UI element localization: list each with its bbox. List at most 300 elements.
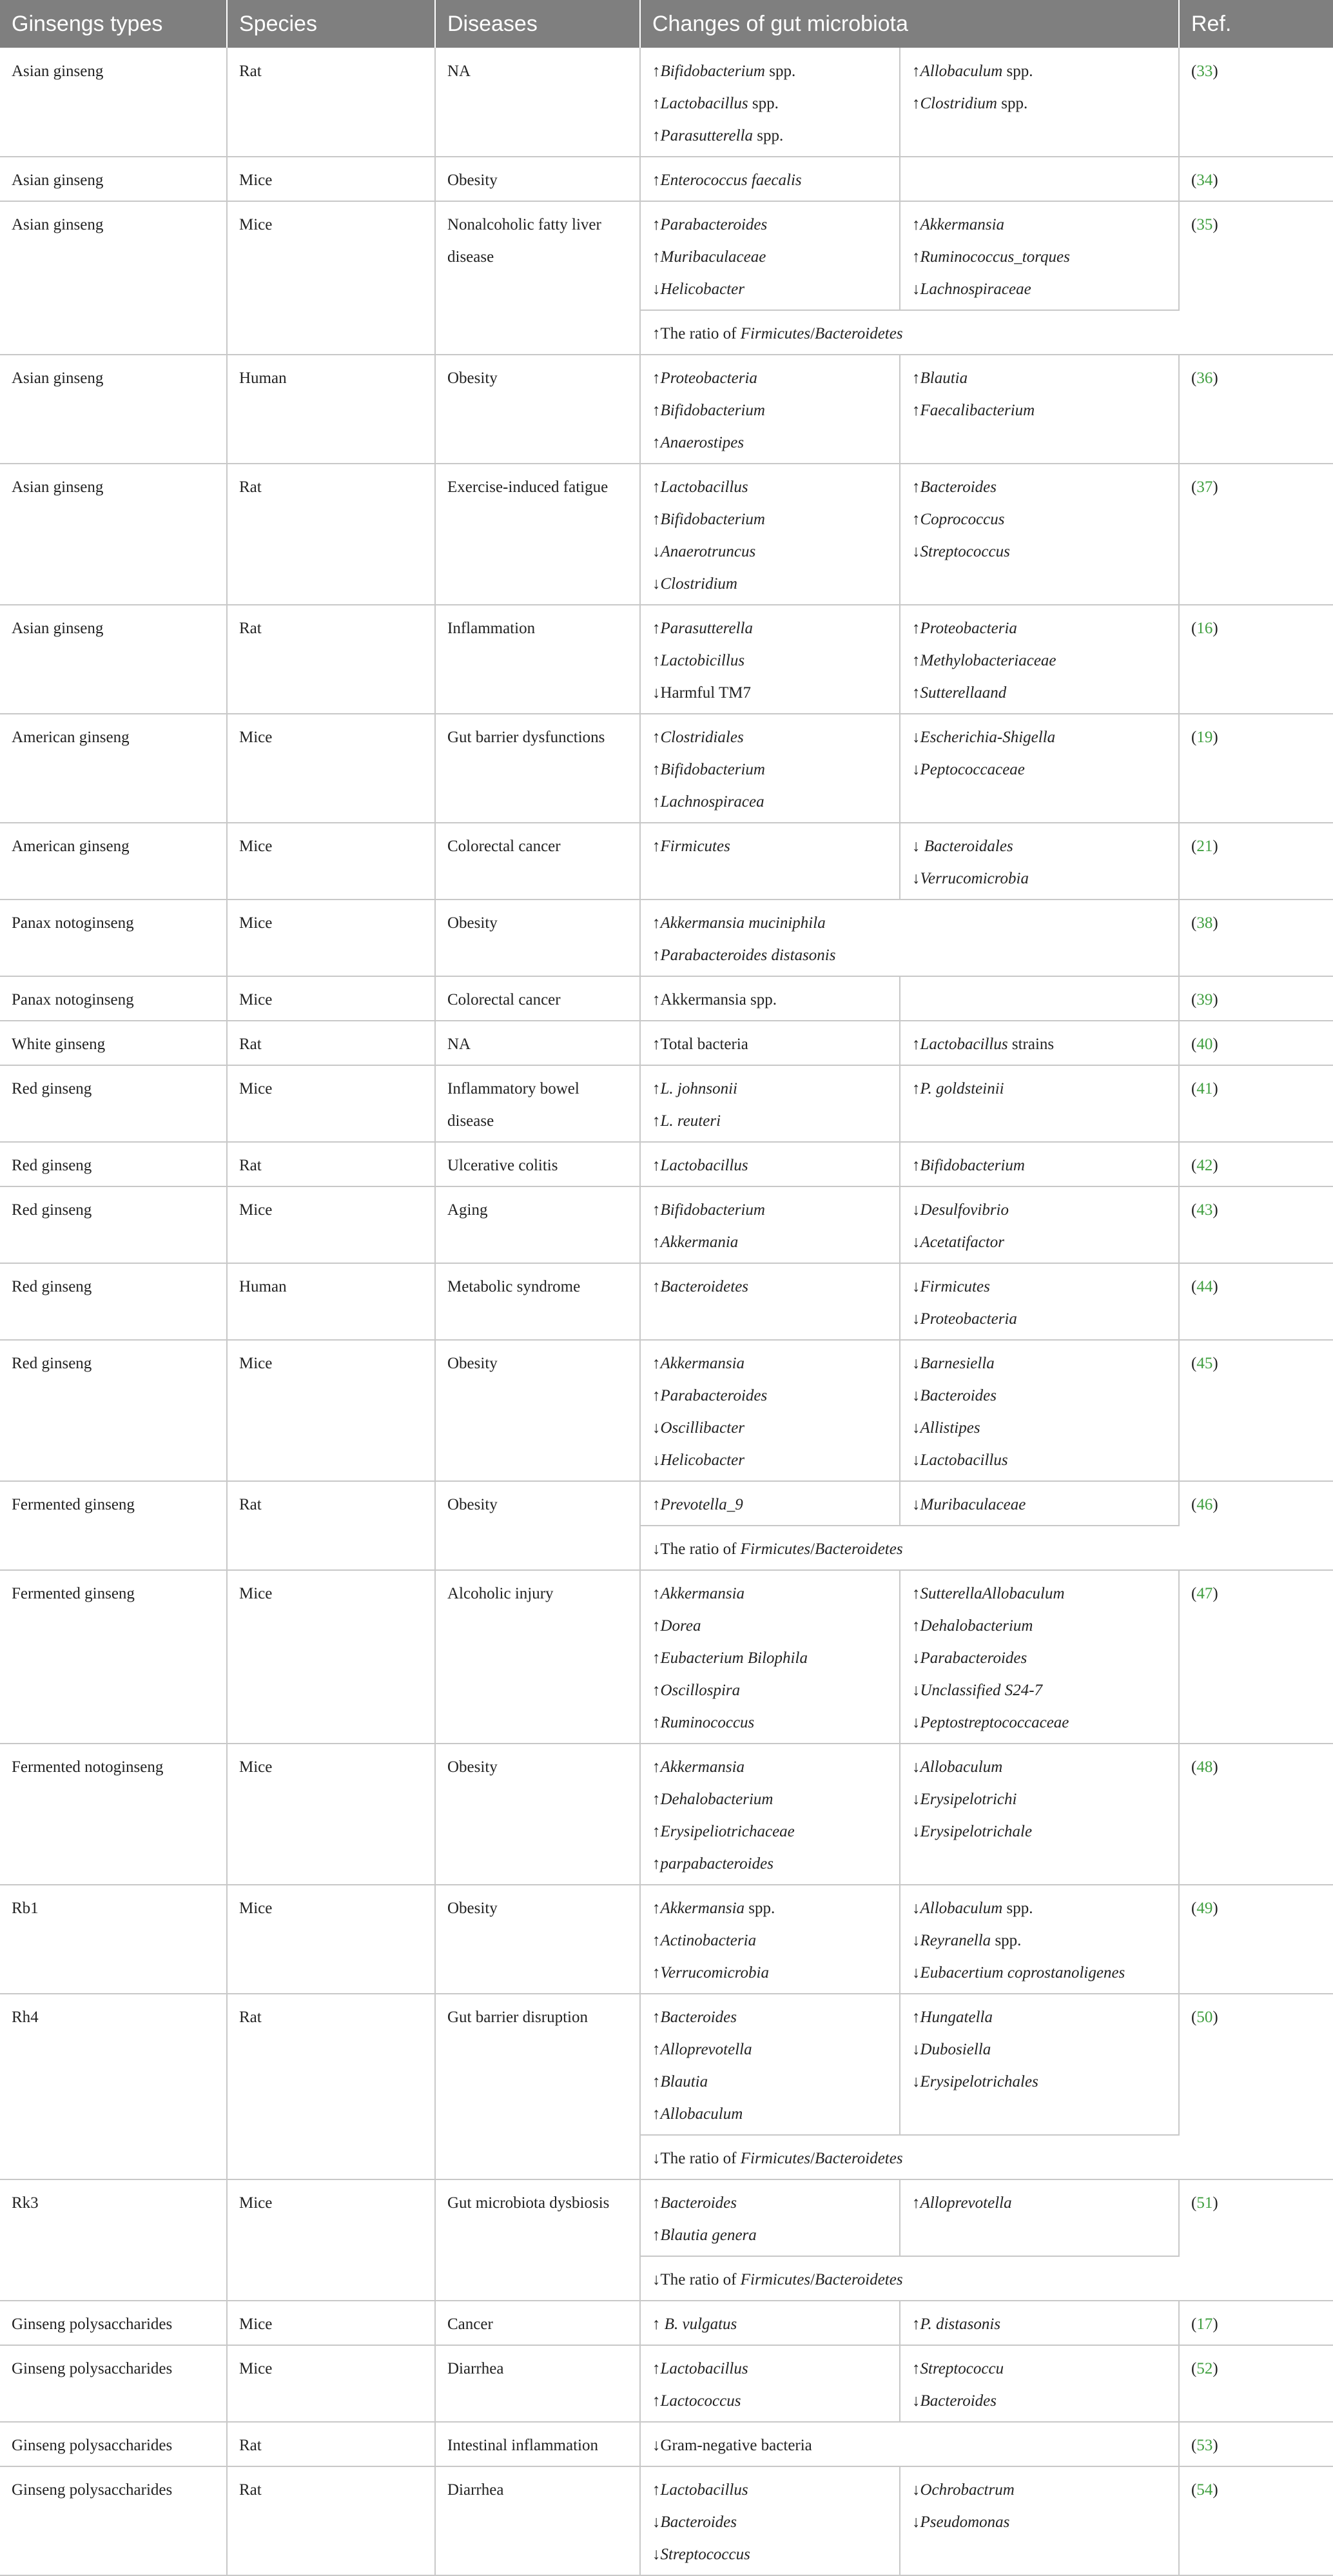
microbiota-change: ↑Coprococcus [912,511,1005,528]
microbiota-change-left-cell [640,1340,900,1481]
microbiota-change-right-cell [900,1263,1179,1340]
microbiota-change: ↑Prevotella_9 [652,1496,743,1513]
microbiota-change-left-cell [640,1263,900,1340]
microbiota-change: ↑Lactococcus [652,2392,741,2410]
table-row [0,355,1333,464]
microbiota-change: ↓Gram-negative bacteria [652,2437,812,2454]
microbiota-change: ↓Firmicutes [912,1278,990,1295]
microbiota-change: ↓Dubosiella [912,2041,991,2058]
reference-link[interactable]: 47 [1196,1585,1213,1602]
species-cell: Mice [227,900,435,976]
microbiota-change: ↓The ratio of Firmicutes/Bacteroidetes [652,1540,903,1558]
ginseng-type-cell: Red ginseng [0,1142,227,1186]
microbiota-change-right-cell [900,464,1179,605]
species-cell: Mice [227,2345,435,2422]
microbiota-change: ↑Lactobicillus [652,652,745,669]
table-row [0,714,1333,823]
microbiota-ratio-cell [640,1526,1179,1570]
reference-link[interactable]: 53 [1196,2437,1213,2454]
species-cell: Mice [227,2301,435,2345]
ginseng-type-cell: Ginseng polysaccharides [0,2466,227,2575]
microbiota-change: ↓Erysipelotrichi [912,1791,1017,1808]
table-row [0,2179,1333,2256]
microbiota-change-right-cell [900,714,1179,823]
ginseng-type-cell: Rh4 [0,1994,227,2179]
table-row [0,2422,1333,2466]
reference-link[interactable]: 21 [1196,838,1213,855]
microbiota-change: ↑Alloprevotella [912,2194,1012,2212]
microbiota-change: ↓The ratio of Firmicutes/Bacteroidetes [652,2150,903,2167]
microbiota-change: ↓Lachnospiraceae [912,280,1031,298]
microbiota-change: ↓Helicobacter [652,280,745,298]
microbiota-change: ↓Muribaculaceae [912,1496,1026,1513]
disease-cell: Obesity [435,355,640,464]
disease-cell: Nonalcoholic fatty liver disease [435,201,640,355]
microbiota-change: ↑Lactobacillus [652,2481,748,2499]
table-body [0,48,1333,2575]
table-row [0,2301,1333,2345]
ref-cell: (49) [1179,1885,1333,1994]
microbiota-ratio-cell [640,2135,1179,2179]
species-cell: Mice [227,976,435,1021]
reference-link[interactable]: 50 [1196,2009,1213,2026]
microbiota-change: ↑Proteobacteria [652,369,757,387]
ref-cell: (51) [1179,2179,1333,2301]
microbiota-change: ↑Akkermansia spp. [652,991,777,1008]
species-cell: Mice [227,1186,435,1263]
species-cell: Mice [227,201,435,355]
microbiota-change: ↑ B. vulgatus [652,2315,737,2333]
header-diseases: Diseases [435,0,640,48]
table-row [0,157,1333,201]
reference-link[interactable]: 37 [1196,478,1213,496]
species-cell: Rat [227,1142,435,1186]
microbiota-change: ↑Dehalobacterium [652,1791,774,1808]
microbiota-change-right-cell [900,1186,1179,1263]
disease-cell: Gut barrier dysfunctions [435,714,640,823]
microbiota-change: ↑Clostridiales [652,729,744,746]
microbiota-change: ↓Erysipelotrichale [912,1823,1033,1840]
microbiota-change: ↓Streptococcus [652,2546,750,2563]
microbiota-change: ↓Allobaculum spp. [912,1900,1033,1917]
microbiota-change: ↓Streptococcus [912,543,1010,560]
table-row [0,1570,1333,1744]
ref-cell: (16) [1179,605,1333,714]
ref-cell: (19) [1179,714,1333,823]
table-row [0,1994,1333,2135]
microbiota-change: ↑Bifidobacterium [912,1157,1025,1174]
reference-link[interactable]: 36 [1196,369,1213,387]
ginseng-type-cell: Fermented ginseng [0,1570,227,1744]
reference-link[interactable]: 45 [1196,1355,1213,1372]
microbiota-change-right-cell [900,157,1179,201]
microbiota-change: ↑Lactobacillus [652,478,748,496]
microbiota-change-right-cell [900,2466,1179,2575]
table-row [0,1885,1333,1994]
disease-cell: Inflammatory bowel disease [435,1065,640,1142]
microbiota-change-right-cell [900,2301,1179,2345]
microbiota-change: ↓Desulfovibrio [912,1201,1009,1219]
disease-cell: Gut microbiota dysbiosis [435,2179,640,2301]
microbiota-change-left-cell [640,1994,900,2135]
microbiota-change-right-cell [900,823,1179,900]
disease-cell: NA [435,48,640,157]
reference-link[interactable]: 40 [1196,1036,1213,1053]
microbiota-change-right-cell [900,1481,1179,1526]
species-cell: Mice [227,1570,435,1744]
microbiota-change: ↓Parabacteroides [912,1649,1027,1667]
microbiota-change: ↑L. johnsonii [652,1080,737,1097]
ref-cell: (34) [1179,157,1333,201]
microbiota-change-left-cell [640,157,900,201]
ginseng-type-cell: White ginseng [0,1021,227,1065]
header-ref: Ref. [1179,0,1333,48]
species-cell: Mice [227,823,435,900]
header-ginseng-type: Ginsengs types [0,0,227,48]
ref-cell: (46) [1179,1481,1333,1570]
species-cell: Mice [227,2179,435,2301]
microbiota-change-right-cell [900,1885,1179,1994]
ginseng-type-cell: Asian ginseng [0,157,227,201]
microbiota-change-left-cell [640,2466,900,2575]
microbiota-change: ↓Allobaculum [912,1758,1003,1776]
microbiota-change: ↑Alloprevotella [652,2041,752,2058]
microbiota-change: ↑Parabacteroides [652,1387,768,1404]
reference-link[interactable]: 39 [1196,991,1213,1008]
microbiota-change: ↑Bifidobacterium [652,1201,765,1219]
microbiota-change: ↑Enterococcus faecalis [652,172,802,189]
ginseng-type-cell: Panax notoginseng [0,900,227,976]
ref-cell: (45) [1179,1340,1333,1481]
header-species: Species [227,0,435,48]
table-row [0,1263,1333,1340]
microbiota-change: ↓Eubacertium coprostanoligenes [912,1964,1125,1981]
ref-cell: (38) [1179,900,1333,976]
reference-link[interactable]: 48 [1196,1758,1213,1776]
microbiota-change-left-cell [640,355,900,464]
species-cell: Mice [227,1340,435,1481]
microbiota-change: ↑Ruminococcus_torques [912,248,1070,266]
microbiota-change: ↑Bifidobacterium [652,402,765,419]
species-cell: Human [227,1263,435,1340]
table-row [0,48,1333,157]
microbiota-change: ↓Proteobacteria [912,1310,1017,1328]
microbiota-change: ↑Faecalibacterium [912,402,1035,419]
table-row [0,823,1333,900]
reference-link[interactable]: 33 [1196,63,1213,80]
microbiota-change: ↑Allobaculum [652,2105,743,2123]
reference-link[interactable]: 52 [1196,2360,1213,2377]
ref-cell: (36) [1179,355,1333,464]
microbiota-change: ↑Blautia [912,369,968,387]
ginseng-type-cell: American ginseng [0,823,227,900]
reference-link[interactable]: 49 [1196,1900,1213,1917]
microbiota-change: ↓Ochrobactrum [912,2481,1015,2499]
microbiota-change: ↑Lactobacillus spp. [652,95,779,112]
microbiota-change-left-cell [640,714,900,823]
microbiota-change: ↓Harmful TM7 [652,684,751,702]
microbiota-change: ↑Lactobacillus strains [912,1036,1055,1053]
reference-link[interactable]: 17 [1196,2315,1213,2333]
disease-cell: Gut barrier disruption [435,1994,640,2179]
table-row [0,976,1333,1021]
table-header [0,0,1333,48]
ginseng-type-cell: Ginseng polysaccharides [0,2422,227,2466]
microbiota-change-cell [640,2422,1179,2466]
microbiota-change-left-cell [640,1885,900,1994]
disease-cell: Obesity [435,1481,640,1570]
table-row [0,1340,1333,1481]
microbiota-change-left-cell [640,1481,900,1526]
microbiota-change-left-cell [640,201,900,310]
microbiota-change-right-cell [900,1744,1179,1885]
microbiota-change: ↑Erysipeliotrichaceae [652,1823,795,1840]
disease-cell: Intestinal inflammation [435,2422,640,2466]
microbiota-change-cell [640,900,1179,976]
microbiota-change-right-cell [900,2345,1179,2422]
species-cell: Mice [227,714,435,823]
species-cell: Rat [227,2422,435,2466]
microbiota-change: ↓Reyranella spp. [912,1932,1022,1949]
ginseng-type-cell: Red ginseng [0,1340,227,1481]
ref-cell: (43) [1179,1186,1333,1263]
microbiota-change: ↓Bacteroides [652,2513,737,2531]
microbiota-change-left-cell [640,605,900,714]
microbiota-change: ↑Dehalobacterium [912,1617,1033,1635]
ginseng-type-cell: Asian ginseng [0,48,227,157]
table-row [0,1744,1333,1885]
microbiota-change: ↑The ratio of Firmicutes/Bacteroidetes [652,325,903,342]
microbiota-change: ↑Parabacteroides distasonis [652,947,836,964]
microbiota-ratio-cell [640,2256,1179,2301]
microbiota-change: ↑Bifidobacterium [652,761,765,778]
microbiota-change: ↓Bacteroides [912,2392,997,2410]
species-cell: Human [227,355,435,464]
microbiota-change: ↓Helicobacter [652,1451,745,1469]
ref-cell: (41) [1179,1065,1333,1142]
disease-cell: Ulcerative colitis [435,1142,640,1186]
microbiota-change: ↑Blautia genera [652,2227,757,2244]
microbiota-ratio-cell [640,310,1179,355]
microbiota-change: ↑Streptococcu [912,2360,1004,2377]
table-row [0,2466,1333,2575]
disease-cell: Cancer [435,2301,640,2345]
ref-cell: (42) [1179,1142,1333,1186]
reference-link[interactable]: 41 [1196,1080,1213,1097]
microbiota-change: ↑Akkermansia [652,1355,745,1372]
microbiota-change: ↑Muribaculaceae [652,248,766,266]
disease-cell: Obesity [435,900,640,976]
microbiota-change-left-cell [640,823,900,900]
microbiota-change-right-cell [900,1021,1179,1065]
species-cell: Rat [227,605,435,714]
ref-cell: (33) [1179,48,1333,157]
microbiota-change: ↑Firmicutes [652,838,730,855]
reference-link[interactable]: 43 [1196,1201,1213,1219]
ref-cell: (48) [1179,1744,1333,1885]
disease-cell: Diarrhea [435,2466,640,2575]
reference-link[interactable]: 42 [1196,1157,1213,1174]
microbiota-change: ↑Hungatella [912,2009,993,2026]
ginseng-type-cell: Red ginseng [0,1263,227,1340]
disease-cell: Diarrhea [435,2345,640,2422]
microbiota-change: ↑Anaerostipes [652,434,744,451]
microbiota-change: ↓Acetatifactor [912,1234,1005,1251]
ref-cell: (54) [1179,2466,1333,2575]
ginseng-type-cell: Rk3 [0,2179,227,2301]
microbiota-change: ↑Bacteroides [912,478,997,496]
microbiota-change: ↑Akkermansia muciniphila [652,914,826,932]
microbiota-change-left-cell [640,48,900,157]
microbiota-change: ↑Eubacterium Bilophila [652,1649,808,1667]
ginseng-type-cell: Fermented ginseng [0,1481,227,1570]
microbiota-change: ↑Parabacteroides [652,216,768,233]
microbiota-change-right-cell [900,976,1179,1021]
ginseng-type-cell: Fermented notoginseng [0,1744,227,1885]
disease-cell: Colorectal cancer [435,976,640,1021]
disease-cell: Inflammation [435,605,640,714]
table-row [0,201,1333,310]
ref-cell: (17) [1179,2301,1333,2345]
microbiota-change-left-cell [640,1570,900,1744]
disease-cell: Aging [435,1186,640,1263]
microbiota-change: ↑Akkermansia [652,1758,745,1776]
microbiota-change: ↓The ratio of Firmicutes/Bacteroidetes [652,2271,903,2288]
microbiota-change: ↑Lactobacillus [652,2360,748,2377]
microbiota-change: ↑Oscillospira [652,1682,741,1699]
header-row [0,0,1333,48]
microbiota-change-left-cell [640,464,900,605]
microbiota-change: ↓Pseudomonas [912,2513,1010,2531]
microbiota-change: ↑L. reuteri [652,1112,721,1130]
microbiota-change: ↑Allobaculum spp. [912,63,1033,80]
microbiota-change-left-cell [640,1142,900,1186]
microbiota-change: ↓Bacteroides [912,1387,997,1404]
ginseng-type-cell: Ginseng polysaccharides [0,2345,227,2422]
table-row [0,1021,1333,1065]
table-row [0,605,1333,714]
ginseng-type-cell: American ginseng [0,714,227,823]
microbiota-change: ↓Allistipes [912,1419,980,1437]
disease-cell: Obesity [435,157,640,201]
reference-link[interactable]: 35 [1196,216,1213,233]
microbiota-change: ↑Lactobacillus [652,1157,748,1174]
disease-cell: Colorectal cancer [435,823,640,900]
microbiota-change: ↑Dorea [652,1617,701,1635]
microbiota-change: ↑Parasutterella spp. [652,127,784,144]
microbiota-change: ↑P. goldsteinii [912,1080,1004,1097]
microbiota-change: ↓Oscillibacter [652,1419,745,1437]
microbiota-change-left-cell [640,1744,900,1885]
species-cell: Mice [227,1744,435,1885]
microbiota-change: ↑Bacteroides [652,2194,737,2212]
ref-cell: (37) [1179,464,1333,605]
ginseng-type-cell: Asian ginseng [0,464,227,605]
ginseng-type-cell: Red ginseng [0,1186,227,1263]
ginseng-type-cell: Rb1 [0,1885,227,1994]
ref-cell: (50) [1179,1994,1333,2179]
disease-cell: Alcoholic injury [435,1570,640,1744]
microbiota-change-left-cell [640,2301,900,2345]
microbiota-change: ↑Total bacteria [652,1036,748,1053]
ref-cell: (53) [1179,2422,1333,2466]
ref-cell: (52) [1179,2345,1333,2422]
microbiota-change: ↓Unclassified S24-7 [912,1682,1043,1699]
microbiota-change-right-cell [900,201,1179,310]
table-row [0,1142,1333,1186]
microbiota-change-right-cell [900,1994,1179,2135]
reference-link[interactable]: 38 [1196,914,1213,932]
species-cell: Rat [227,464,435,605]
ref-cell: (21) [1179,823,1333,900]
disease-cell: Obesity [435,1340,640,1481]
microbiota-change: ↓Lactobacillus [912,1451,1008,1469]
disease-cell: Metabolic syndrome [435,1263,640,1340]
table-row [0,900,1333,976]
microbiota-change: ↑Bacteroides [652,2009,737,2026]
reference-link[interactable]: 16 [1196,620,1213,637]
microbiota-change: ↓Clostridium [652,575,737,593]
reference-link[interactable]: 44 [1196,1278,1213,1295]
ref-cell: (47) [1179,1570,1333,1744]
species-cell: Rat [227,48,435,157]
reference-link[interactable]: 34 [1196,172,1213,189]
microbiota-change-right-cell [900,1570,1179,1744]
microbiota-change: ↑Akkermansia [652,1585,745,1602]
microbiota-change: ↓Escherichia-Shigella [912,729,1056,746]
ref-cell: (40) [1179,1021,1333,1065]
species-cell: Mice [227,157,435,201]
microbiota-change: ↑Lachnospiracea [652,793,764,811]
disease-cell: NA [435,1021,640,1065]
ref-cell: (39) [1179,976,1333,1021]
reference-link[interactable]: 19 [1196,729,1213,746]
microbiota-change-right-cell [900,605,1179,714]
microbiota-change: ↑Akkermansia [912,216,1005,233]
microbiota-change: ↑Methylobacteriaceae [912,652,1056,669]
microbiota-change: ↑Sutterellaand [912,684,1007,702]
microbiota-change-left-cell [640,2179,900,2256]
ref-cell: (35) [1179,201,1333,355]
species-cell: Mice [227,1885,435,1994]
microbiota-change: ↑Blautia [652,2073,708,2090]
disease-cell: Exercise-induced fatigue [435,464,640,605]
microbiota-change: ↑SutterellaAllobaculum [912,1585,1065,1602]
microbiota-change-left-cell [640,1021,900,1065]
microbiota-change-left-cell [640,976,900,1021]
reference-link[interactable]: 46 [1196,1496,1213,1513]
microbiota-change-right-cell [900,1142,1179,1186]
microbiota-change: ↓Peptostreptococcaceae [912,1714,1069,1731]
microbiota-change: ↓Verrucomicrobia [912,870,1029,887]
microbiota-change: ↓Erysipelotrichales [912,2073,1038,2090]
table-row [0,2345,1333,2422]
table-row [0,1481,1333,1526]
microbiota-change-right-cell [900,355,1179,464]
microbiota-change: ↑P. distasonis [912,2315,1001,2333]
microbiota-change: ↑Ruminococcus [652,1714,755,1731]
microbiota-change-right-cell [900,1065,1179,1142]
microbiota-change: ↓Anaerotruncus [652,543,756,560]
species-cell: Rat [227,1021,435,1065]
microbiota-change: ↑Actinobacteria [652,1932,757,1949]
microbiota-change: ↑Parasutterella [652,620,754,637]
reference-link[interactable]: 54 [1196,2481,1213,2499]
microbiota-change: ↑Proteobacteria [912,620,1017,637]
microbiota-change: ↑Bacteroidetes [652,1278,749,1295]
reference-link[interactable]: 51 [1196,2194,1213,2212]
microbiota-change-right-cell [900,48,1179,157]
